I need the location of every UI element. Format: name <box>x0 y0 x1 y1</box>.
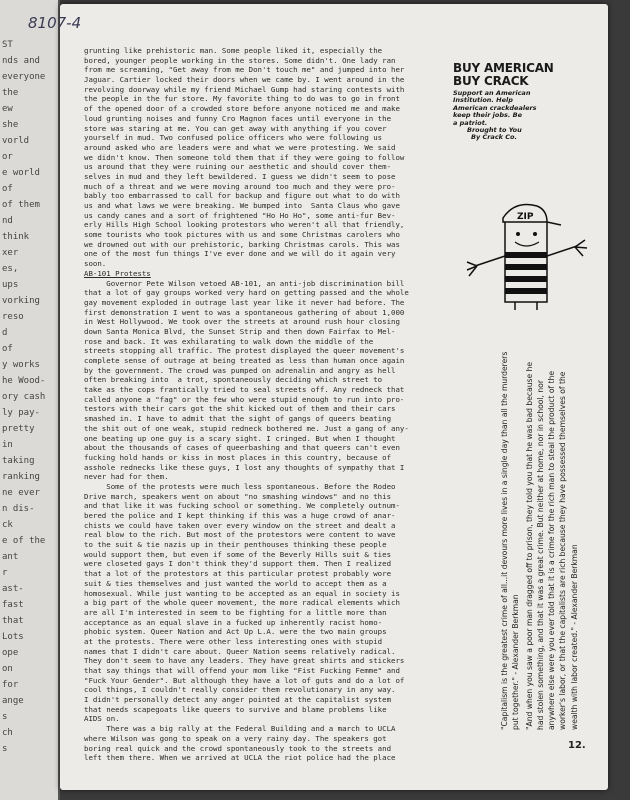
rotated-quotes <box>499 350 609 730</box>
text-line: store was staring at me. You can get away with anything if you cover <box>84 123 387 133</box>
text-line: I didn't personally detect any anger pointed at the capitalist system <box>84 695 392 705</box>
text-line: streets stopping all traffic. The protest displayed the queer movement's <box>84 346 405 356</box>
text-line: much of a threat and we were moving around too much and they were pro- <box>84 181 396 191</box>
prev-page-fragment: or <box>2 152 13 162</box>
prev-page-fragment: of <box>2 184 13 194</box>
prev-page-fragment: ant <box>2 552 19 562</box>
prev-page-fragment: e of the <box>2 536 46 546</box>
text-line: some tourists who took pictures with us and some Christmas carolers who <box>84 230 400 240</box>
text-line: gay movement exploded in outrage last year like it never had before. The <box>84 297 405 307</box>
prev-page-fragment: for <box>2 680 19 690</box>
text-line: cool things, I couldn't really consider them revolutionary in any way. <box>84 685 396 695</box>
text-line: us and what laws we were breaking. We bumped into Santa Claus who gave <box>84 201 400 210</box>
prev-page-fragment: Lots <box>2 632 24 642</box>
text-line: are all I'm interested in seem to be fighting for a little more than <box>84 607 387 617</box>
prev-page-fragment: reso <box>2 312 24 322</box>
ad-title-line-2: BUY CRACK <box>453 74 529 88</box>
ad-title <box>453 62 583 88</box>
ad-sub-line: Brought to You <box>467 126 522 135</box>
prev-page-fragment: ne ever <box>2 488 40 498</box>
text-line: around asked who are leaders were and what we were protesting. We said <box>84 142 396 152</box>
prev-page-fragment: r <box>2 568 8 578</box>
prev-page-fragment: the <box>2 88 19 98</box>
prev-page-fragment: ch <box>2 728 13 738</box>
text-line: a big part of the whole queer movement, the more radical elements which <box>84 598 400 608</box>
prev-page-fragment: vorking <box>2 296 40 306</box>
prev-page-fragment: nd <box>2 216 13 226</box>
page-number: 12. <box>568 740 586 751</box>
text-line: that say things that will offend your mom like "Fist Fucking Femme" and <box>84 666 400 675</box>
archive-code-label: 8107-4 <box>28 14 82 32</box>
text-line: the people in the fur store. My favorite thing to do was to go in front <box>84 94 400 104</box>
text-line: left them there. When we arrived at UCLA the riot police had the place <box>84 753 396 763</box>
prev-page-fragment: think <box>2 232 30 242</box>
ad-sub-line: a patriot. <box>453 118 488 127</box>
text-line: fucking hold hands or kiss in most places in this country, because of <box>84 452 392 462</box>
text-line: AIDS on. <box>84 714 120 724</box>
text-line: where Wilson was gong to speak on a very rainy day. The speakers got <box>84 733 387 743</box>
ad-sub-line: By Crack Co. <box>471 133 517 142</box>
text-line: grunting like prehistoric man. Some people liked it, especially the <box>84 46 383 55</box>
text-line: phobic system. Queer Nation and Act Up L.A. were the two main groups <box>84 627 387 637</box>
text-line: acceptance as an equal slave in a fucked up inherently racist homo- <box>84 617 383 627</box>
prev-page-fragment: xer <box>2 248 19 258</box>
text-line: Drive march, speakers went on about "no smashing windows" and no this <box>84 491 392 501</box>
prev-page-fragment: ly pay- <box>2 408 40 418</box>
prev-page-fragment: ups <box>2 280 19 290</box>
ad-sub-line: Institution. Help <box>453 96 513 105</box>
text-line: by the government. The crowd was pumped on adrenalin and angry as hell <box>84 365 396 375</box>
text-line: never had for them. <box>84 472 169 482</box>
text-line: They don't seem to have any leaders. They have great shirts and stickers <box>84 656 405 666</box>
text-line: yourself in mud. Two confused police officers who were following us <box>84 133 383 143</box>
prev-page-fragment: of them <box>2 200 40 210</box>
text-line: at the protests. There were other less interesting ones with stupid <box>84 636 383 646</box>
article-body <box>84 46 489 763</box>
text-line: us candy canes and a sort of frightened "Ho Ho Ho", some anti-fur Bev- <box>84 210 396 220</box>
text-line: from me screaming, "Get away from me Don't touch me" and jumped into her <box>84 65 405 75</box>
prev-page-fragment: on <box>2 664 13 674</box>
text-line: take as the cops frantically tried to seal streets off. Any redneck that <box>84 385 405 395</box>
quote-2: "And when you saw a poor man dragged off to prison, they told you that he was bad because he had stolen something, and that it was a great crime. But neither at home, nor in school, nor anywhere else were you ever told that it is a crime for the rich man to steal the product of the worker's labor, or that the capitalists are rich because they have possessed themselves of the wealth with labor created." - Alexander Berkman <box>524 361 579 730</box>
text-line: names that I didn't care about. Queer Nation seems relatively radical. <box>84 646 396 656</box>
text-line: Jaguar. Cartier locked their doors when we came by. I went around in the <box>84 75 405 85</box>
prev-page-fragment: she <box>2 120 19 130</box>
text-line: one beating up one guy is a scary sight. I cringed. But when I thought <box>84 433 396 443</box>
text-line: erly Hills High School looking protestors who weren't all that friendly, <box>84 220 405 230</box>
text-line: were closeted gays I don't think they'd support them. Then I realized <box>84 559 392 569</box>
quote-1: "Capitalism is the greatest crime of all...it devours more lives in a single day than all the murderers put together." - Alexander Berkman <box>500 351 521 730</box>
prev-page-fragment: y works <box>2 360 40 370</box>
text-line: "Fuck Your Gender". But although they have a lot of guts and do a lot of <box>84 675 405 685</box>
text-line: in West Hollywood. We took over the streets at around rush hour closing <box>84 317 400 327</box>
text-line: homosexual. While just wanting to be accepted as an equal in society is <box>84 588 400 598</box>
text-line: Governor Pete Wilson vetoed AB-101, an anti-job discrimination bill <box>84 278 405 288</box>
text-line: real blow to the rich. But most of the protestors were content to wave <box>84 530 396 540</box>
prev-page-fragment: ew <box>2 104 13 114</box>
text-line: would support them, but even if some of the Beverly Hills suit & ties <box>84 549 392 559</box>
prev-page-fragment: s <box>2 712 8 722</box>
prev-page-fragment: es, <box>2 264 19 274</box>
prev-page-fragment: fast <box>2 600 24 610</box>
text-line: bored, younger people working in the stores. Some didn't. One lady ran <box>84 55 396 65</box>
text-line: we didn't know. Then someone told them that if they were going to follow <box>84 152 405 162</box>
text-line: bered the police and I kept thinking if this was a huge crowd of anar- <box>84 511 396 520</box>
prev-page-fragment: d <box>2 328 8 338</box>
prev-page-fragment: that <box>2 616 24 626</box>
prev-page-fragment: ranking <box>2 472 40 482</box>
prev-page-fragment: s <box>2 744 8 754</box>
prev-page-fragment: pretty <box>2 424 35 434</box>
zip-mascot-illustration <box>455 192 605 312</box>
prev-page-fragment: n dis- <box>2 504 35 514</box>
zine-page <box>60 4 608 790</box>
prev-page-fragment: ory cash <box>2 392 46 402</box>
text-line: testors with their cars got the shit kicked out of them and their cars <box>84 404 396 414</box>
text-line: called anyone a "fag" or the few who were stupid enough to run into pro- <box>84 394 405 404</box>
text-line: asshole rednecks like these guys, I lost any thoughts of sympathy that I <box>84 462 405 472</box>
text-line: we drowned out with our prehistoric, barking Christmas carols. This was <box>84 239 400 249</box>
text-line: the shit out of one weak, stupid redneck bothered me. Just a gang of any- <box>84 423 409 433</box>
prev-page-fragment: ange <box>2 696 24 706</box>
text-line: smashed in. I have to admit that the sight of gangs of queers beating <box>84 414 392 424</box>
text-line: loud grunting noises and funny Cro Magnon faces until everyone in the <box>84 113 392 123</box>
text-line: one of the most fun things I've ever done and we will do it again very <box>84 249 396 259</box>
prev-page-fragment: of <box>2 344 13 354</box>
text-line: and that like it was fucking school or something. We completely outnum- <box>84 501 400 511</box>
text-line: chists we could have taken over every window on the street and dealt a <box>84 520 396 530</box>
text-line: soon. <box>84 259 107 269</box>
text-line: that needs scapegoats like queers to survive and blame problems like <box>84 704 387 714</box>
ad-sub-line: American crackdealers <box>453 103 537 112</box>
ad-sub-line: Support an American <box>453 89 531 97</box>
text-line: selves in mud and they left bewildered. I guess we didn't seem to pose <box>84 171 396 181</box>
text-line: complete sense of outrage at being treated as less than human once again <box>84 356 405 365</box>
text-line: about the thousands of cases of queerbashing and that queers can't even <box>84 443 400 453</box>
text-line: down Santa Monica Blvd, the Sunset Strip and then down Fairfax to Mel- <box>84 326 396 336</box>
prev-page-fragment: ast- <box>2 584 24 594</box>
text-line: to the suit & tie nazis up in their penthouses thinking these people <box>84 540 387 550</box>
ad-title-line-1: BUY AMERICAN <box>453 61 554 75</box>
prev-page-fragment: taking <box>2 456 35 466</box>
prev-page-fragment: in <box>2 440 13 450</box>
text-line: rose and back. It was exhilarating to walk down the middle of the <box>84 336 374 346</box>
prev-page-fragment: vorld <box>2 136 30 146</box>
section-heading: AB-101 Protests <box>84 268 151 278</box>
prev-page-fragment: he Wood- <box>2 376 46 386</box>
prev-page-fragment: e world <box>2 168 40 178</box>
text-line: revolving doorway while my friend Michael Gump had staring contests with <box>84 84 405 94</box>
text-line: bably too embarrassed to call for backup and figure out what to do with <box>84 191 400 201</box>
ad-sub-line: keep their jobs. Be <box>453 111 522 120</box>
text-line: us around that they were ruining our aesthetic and should cover them- <box>84 162 392 172</box>
buy-american-ad <box>453 62 583 142</box>
prev-page-fragment: everyone <box>2 72 46 82</box>
text-line: Some of the protests were much less spontaneous. Before the Rodeo <box>84 481 396 491</box>
cap-label: ZIP <box>517 212 534 222</box>
prev-page-fragment: ST <box>2 40 13 50</box>
previous-page-edge <box>0 0 60 800</box>
text-line: There was a big rally at the Federal Building and a march to UCLA <box>84 724 396 734</box>
prev-page-fragment: nds and <box>2 56 40 66</box>
text-line: that a lot of gay groups worked very hard on getting passed and the whole <box>84 288 409 298</box>
text-line: that a lot of the protestors at this particular protest probably wore <box>84 569 392 579</box>
text-line: boring real quick and the crowd spontaneously took to the streets and <box>84 743 392 753</box>
prev-page-fragment: ope <box>2 648 19 658</box>
text-line: first demonstration I went to was a spontaneous gathering of about 1,000 <box>84 307 405 317</box>
ad-subtext <box>453 90 583 142</box>
berkman-quotes-sidebar <box>499 350 609 730</box>
text-line: suit & ties themselves and just wanted the world to accept them as a <box>84 578 387 588</box>
prev-page-fragment: ck <box>2 520 13 530</box>
text-line: of the opened door of a crowded store before anyone noticed me and make <box>84 104 400 114</box>
text-line: often breaking into a trot, spontaneously deciding which street to <box>84 375 383 385</box>
